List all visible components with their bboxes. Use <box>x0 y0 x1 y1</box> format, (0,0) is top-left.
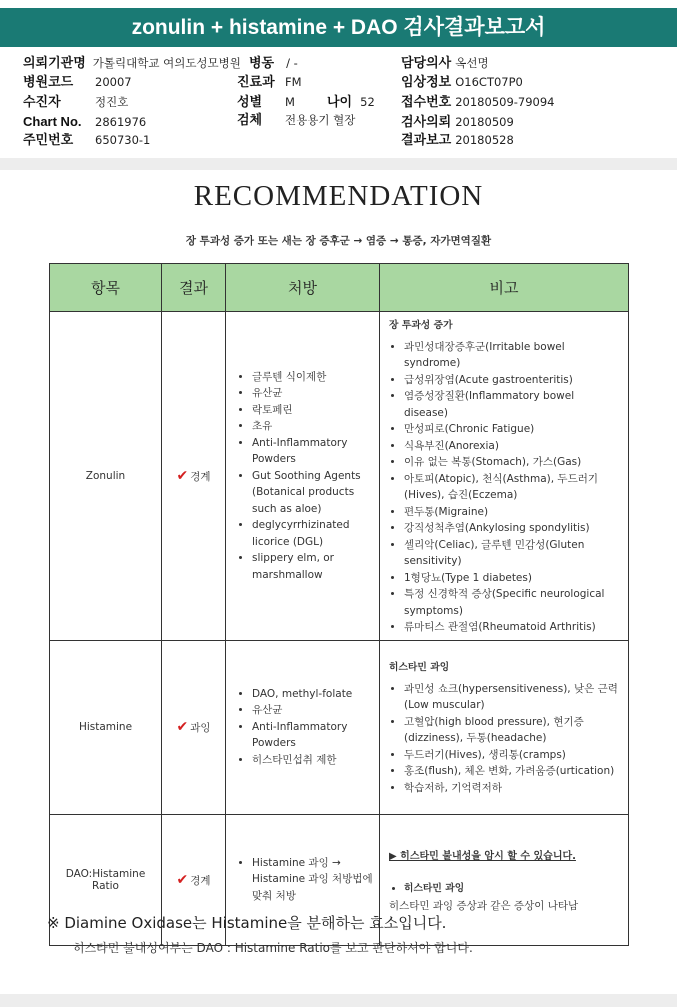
note-item: • 편두통(Migraine) <box>404 504 620 521</box>
prescription-histamine <box>226 640 380 814</box>
check-icon: ✔ <box>176 467 189 484</box>
prescription-item: • Anti-Inflammatory Powders <box>252 719 373 752</box>
prescription-item: • DAO, methyl-folate <box>252 686 373 703</box>
table-row-histamine <box>50 640 629 814</box>
prescription-item: • 초유 <box>252 418 373 435</box>
header-right-3: 검사의뢰 20180509 <box>401 114 514 129</box>
prescription-item: • 히스타민섭취 제한 <box>252 752 373 769</box>
header-left-4: 주민번호 650730-1 <box>23 132 151 147</box>
table-row-zonulin <box>50 312 629 641</box>
note-item: • 류마티스 관절염(Rheumatoid Arthritis) <box>404 619 620 636</box>
note-title: 히스타민 과잉 <box>389 662 450 673</box>
header-left-0: 의뢰기관명 가톨릭대학교 여의도성모병원 <box>23 55 241 70</box>
check-icon: ✔ <box>176 719 189 735</box>
result-histamine: ✔ 과잉 <box>162 640 226 814</box>
note-item: • 염증성장질환(Inflammatory bowel disease) <box>404 388 620 421</box>
note-item: • 학습저하, 기억력저하 <box>404 780 620 797</box>
note-item: • 1형당뇨(Type 1 diabetes) <box>404 570 620 587</box>
header-right-2: 접수번호 20180509-79094 <box>401 94 555 109</box>
header-left-2: 수진자 정진호 <box>23 94 129 109</box>
note-item: • 급성위장염(Acute gastroenteritis) <box>404 372 620 389</box>
intolerance-warning: ▶ 히스타민 불내성을 암시 할 수 있습니다. <box>389 850 576 862</box>
header-prescription: 처방 <box>226 264 380 312</box>
item-histamine: Histamine <box>50 640 162 814</box>
note-item: • 과민성대장증후군(Irritable bowel syndrome) <box>404 339 620 372</box>
note-item: • 이유 없는 복통(Stomach), 가스(Gas) <box>404 454 620 471</box>
note-item: • 강직성척추염(Ankylosing spondylitis) <box>404 520 620 537</box>
item-dao-ratio: DAO:Histamine Ratio <box>50 814 162 945</box>
header-right-0: 담당의사 옥선명 <box>401 55 489 70</box>
footer-note-1: ※ Diamine Oxidase는 Histamine을 분해하는 효소입니다. <box>47 914 447 932</box>
header-mid-2: 성별 M <box>237 94 295 109</box>
report-title: zonulin + histamine + DAO 검사결과보고서 <box>0 8 677 47</box>
prescription-item: • slippery elm, or marshmallow <box>252 550 373 583</box>
note-item: • 고혈압(high blood pressure), 현기증(dizziness), 두통(headache) <box>404 714 620 747</box>
result-dao-ratio: ✔ 경계 <box>162 814 226 945</box>
prescription-item: • Histamine 과잉 → Histamine 과잉 처방법에 맞춰 처방 <box>252 855 373 905</box>
header-mid-1: 진료과 FM <box>237 74 302 89</box>
prescription-item: • 유산균 <box>252 385 373 402</box>
note-title: 장 투과성 증가 <box>389 320 453 331</box>
note-title: • 히스타민 과잉 <box>404 881 620 898</box>
note-histamine <box>380 640 629 814</box>
note-item: • 특정 신경학적 증상(Specific neurological symptoms) <box>404 586 620 619</box>
note-item: • 과민성 쇼크(hypersensitiveness), 낮은 근력(Low muscular) <box>404 681 620 714</box>
recommendation-subtitle: 장 투과성 증가 또는 새는 장 증후군 → 염증 → 통증, 자가면역질환 <box>185 235 492 247</box>
note-item: • 홍조(flush), 체온 변화, 가려움증(urtication) <box>404 763 620 780</box>
header-age: 나이 52 <box>327 94 375 109</box>
note-zonulin <box>380 312 629 641</box>
note-item: • 두드러기(Hives), 생리통(cramps) <box>404 747 620 764</box>
prescription-item: • deglycyrrhizinated licorice (DGL) <box>252 517 373 550</box>
footer-note-2: 히스타민 불내성여부는 DAO : Histamine Ratio를 보고 판단하셔야 합니다. <box>73 941 473 955</box>
recommendation-table <box>49 263 629 946</box>
note-item: • 셀리악(Celiac), 글루텐 민감성(Gluten sensitivity) <box>404 537 620 570</box>
header-left-3: Chart No. 2861976 <box>23 114 147 129</box>
prescription-item: • Anti-Inflammatory Powders <box>252 435 373 468</box>
item-zonulin: Zonulin <box>50 312 162 641</box>
note-item: • 아토피(Atopic), 천식(Asthma), 두드러기(Hives), 습진(Eczema) <box>404 471 620 504</box>
header-right-4: 결과보고 20180528 <box>401 132 514 147</box>
header-right-1: 임상정보 O16CT07P0 <box>401 74 523 89</box>
recommendation-title: RECOMMENDATION <box>193 180 484 212</box>
prescription-item: • 유산균 <box>252 702 373 719</box>
header-result: 결과 <box>162 264 226 312</box>
prescription-item: • Gut Soothing Agents (Botanical products such as aloe) <box>252 468 373 518</box>
note-item: • 식욕부진(Anorexia) <box>404 438 620 455</box>
prescription-item: • 락토페린 <box>252 402 373 419</box>
prescription-item: • 글루텐 식이제한 <box>252 369 373 386</box>
header-item: 항목 <box>50 264 162 312</box>
header-left-1: 병원코드 20007 <box>23 74 132 89</box>
header-mid-3: 검체 전용용기 혈장 <box>237 112 356 127</box>
prescription-zonulin <box>226 312 380 641</box>
header-note: 비고 <box>380 264 629 312</box>
result-zonulin: ✔ 경계 <box>162 312 226 641</box>
bottom-divider <box>0 994 677 1007</box>
note-text: 히스타민 과잉 증상과 같은 증상이 나타남 <box>389 899 579 912</box>
section-divider <box>0 158 677 170</box>
table-header-row <box>50 264 629 312</box>
check-icon: ✔ <box>176 871 189 888</box>
header-mid-0: 병동 / - <box>249 55 298 70</box>
note-item: • 만성피로(Chronic Fatigue) <box>404 421 620 438</box>
